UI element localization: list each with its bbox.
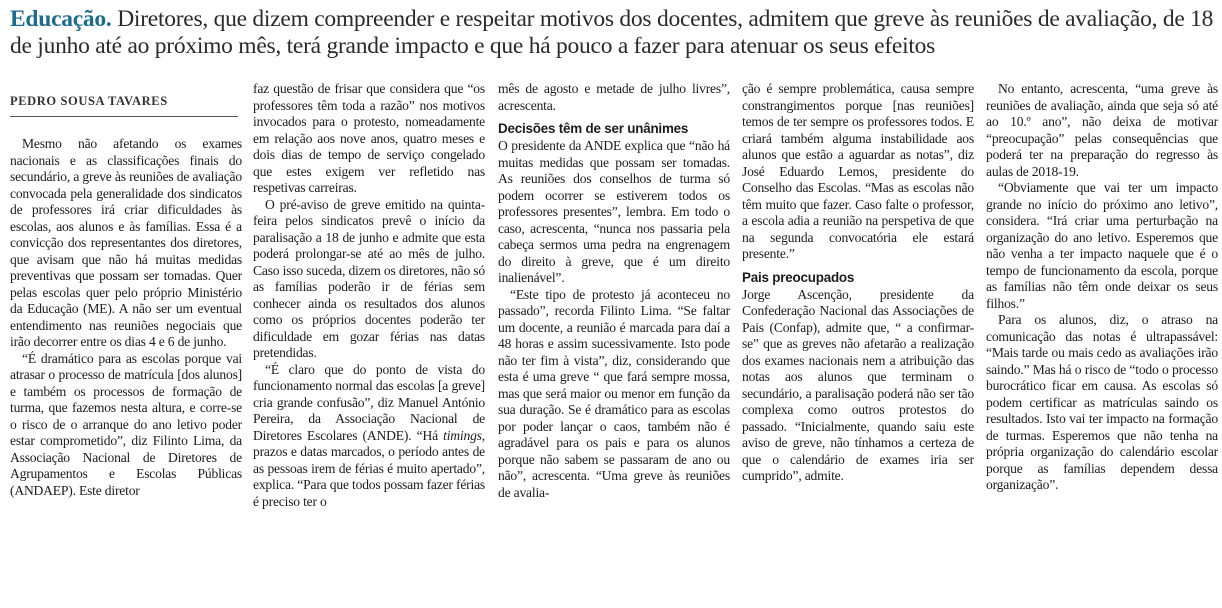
- paragraph: “É claro que do ponto de vista do funcionamento normal das escolas [a greve] cria grande confusão”, diz Manuel António Pereira, da Associação Nacional de Diretores Escolares (ANDE). “Há timings, prazos e datas marcados, o período antes de as pessoas irem de férias é muito apertado”, explica. “Para que todos possam fazer férias é preciso ter o: [253, 361, 485, 509]
- paragraph: No entanto, acrescenta, “uma greve às reuniões de avaliação, ainda que seja só até ao 10.º ano”, não deixa de motivar “preocupação” pelas consequências que poderá ter na preparação do regresso às aulas de 2018-19.: [986, 81, 1218, 179]
- paragraph: Mesmo não afetando os exames nacionais e as classificações finais do secundário, a greve às reuniões de avaliação convocada pela generalidade dos sindicatos de professores irá criar dificuldades às escolas, aos alunos e às famílias. Essa é a convicção dos representantes dos diretores, que avisam que não há muitas medidas preventivas que possam ser tomadas. Quer pelas escolas quer pelo próprio Ministério da Educação (ME). A não ser um eventual entendimento nas reuniões negociais que irão decorrer entre os dias 4 e 6 de junho.: [10, 136, 242, 349]
- section-subheading: Decisões têm de ser unânimes: [498, 121, 689, 136]
- paragraph: “Obviamente que vai ter um impacto grande no início do próximo ano letivo”, considera. “Irá criar uma perturbação na organização do ano letivo. Esperemos que não venha a ter impacto naquele que é o tempo de funcionamento da escola, porque as famílias não têm onde deixar os seus filhos.”: [986, 180, 1218, 311]
- paragraph: O pré-aviso de greve emitido na quinta-feira pelos sindicatos prevê o início da paralisação a 18 de junho e admite que esta poderá prolongar-se até ao mês de julho. Caso isso suceda, dizem os diretores, não só as famílias poderão ir de férias sem conhecer ainda os resultados dos alunos como os próprios docentes poderão ter dificuldade em gozar férias nas datas pretendidas.: [253, 196, 485, 360]
- article-column-4: [742, 81, 974, 485]
- article-column-2: [253, 81, 485, 510]
- article-column-1: [10, 136, 242, 499]
- byline-divider: [10, 116, 238, 117]
- article-column-3: [498, 81, 730, 501]
- section-subheading: Pais preocupados: [742, 269, 855, 285]
- headline-text: Diretores, que dizem compreender e respeitar motivos dos docentes, admitem que greve às reuniões de avaliação, de 18 de junho até ao próximo mês, terá grande impacto e que há pouco a fazer para atenuar os seus efeitos: [10, 6, 1214, 59]
- paragraph: mês de agosto e metade de julho livres”, acrescenta.: [498, 81, 730, 113]
- headline: [10, 6, 1215, 60]
- article-column-5: [986, 81, 1218, 494]
- paragraph: faz questão de frisar que considera que “os professores têm toda a razão” nos motivos invocados para o protesto, nomeadamente em relação aos nove anos, quatro meses e dois dias de tempo de serviço congelado que estes exigem ver refletido nas respetivas carreiras.: [253, 81, 485, 195]
- headline-kicker: Educação.: [10, 6, 112, 32]
- byline: PEDRO SOUSA TAVARES: [10, 94, 168, 108]
- paragraph: Para os alunos, diz, o atraso na comunicação das notas é ultrapassável: “Mais tarde ou mais cedo as avaliações irão saindo.” Mas há o risco de “todo o processo burocrático ficar em causa. As escolas só podem certificar as matrículas saindo os resultados. Isto vai ter impacto na formação de turmas. Esperemos que não tenha na própria organização do calendário escolar porque as famílias dependem dessa organização”.: [986, 312, 1218, 492]
- paragraph: O presidente da ANDE explica que “não há muitas medidas que possam ser tomadas. As reuniões dos conselhos de turma só podem ocorrer se estiverem todos os professores presentes”, lembra. Em todo o caso, acrescenta, “nunca nos passaria pela cabeça sermos uma pedra na engrenagem do direito à greve, que é um direito inalienável”.: [498, 138, 730, 285]
- paragraph: “É dramático para as escolas porque vai atrasar o processo de matrícula [dos alunos] e também os processos de formação de turma, que fazemos nesta altura, e corre-se o risco de o arranque do ano letivo poder estar comprometido”, diz Filinto Lima, da Associação Nacional de Diretores de Agrupamentos e Escolas Públicas (ANDAEP). Este diretor: [10, 350, 242, 498]
- paragraph: “Este tipo de protesto já aconteceu no passado”, recorda Filinto Lima. “Se faltar um docente, a reunião é marcada para daí a 48 horas e assim sucessivamente. Isto pode não ter fim à vista”, diz, considerando que esta é uma greve “ que fará sempre mossa, mas que será maior ou menor em função da sua duração. Se é dramático para as escolas por poder lançar o caos, também não é agradável para os pais e para os alunos porque não sabem se passaram de ano ou não”, acrescenta. “Uma greve às reuniões de avalia-: [498, 286, 730, 500]
- paragraph: Jorge Ascenção, presidente da Confederação Nacional das Associações de Pais (Confap), admite que, “ a confirmar-se” que as greves não afetarão a realização dos exames nacionais nem a atribuição das notas aos alunos que terminam o secundário, a paralisação poderá não ser tão complexa como outros protestos do passado. “Inicialmente, quando saiu este aviso de greve, não tínhamos a certeza de que o calendário de exames iria ser cumprido”, admite.: [742, 286, 974, 483]
- paragraph: ção é sempre problemática, causa sempre constrangimentos porque [nas reuniões] temos de ter sempre os professores todos. E criará também alguma instabilidade aos alunos que estão a aguardar as notas”, diz José Eduardo Lemos, presidente do Conselho das Escolas. “Mas as escolas não têm muito que fazer. Caso falte o professor, a escola adia a reunião na perspetiva de que na segunda convocatória ele estará presente.”: [742, 81, 974, 261]
